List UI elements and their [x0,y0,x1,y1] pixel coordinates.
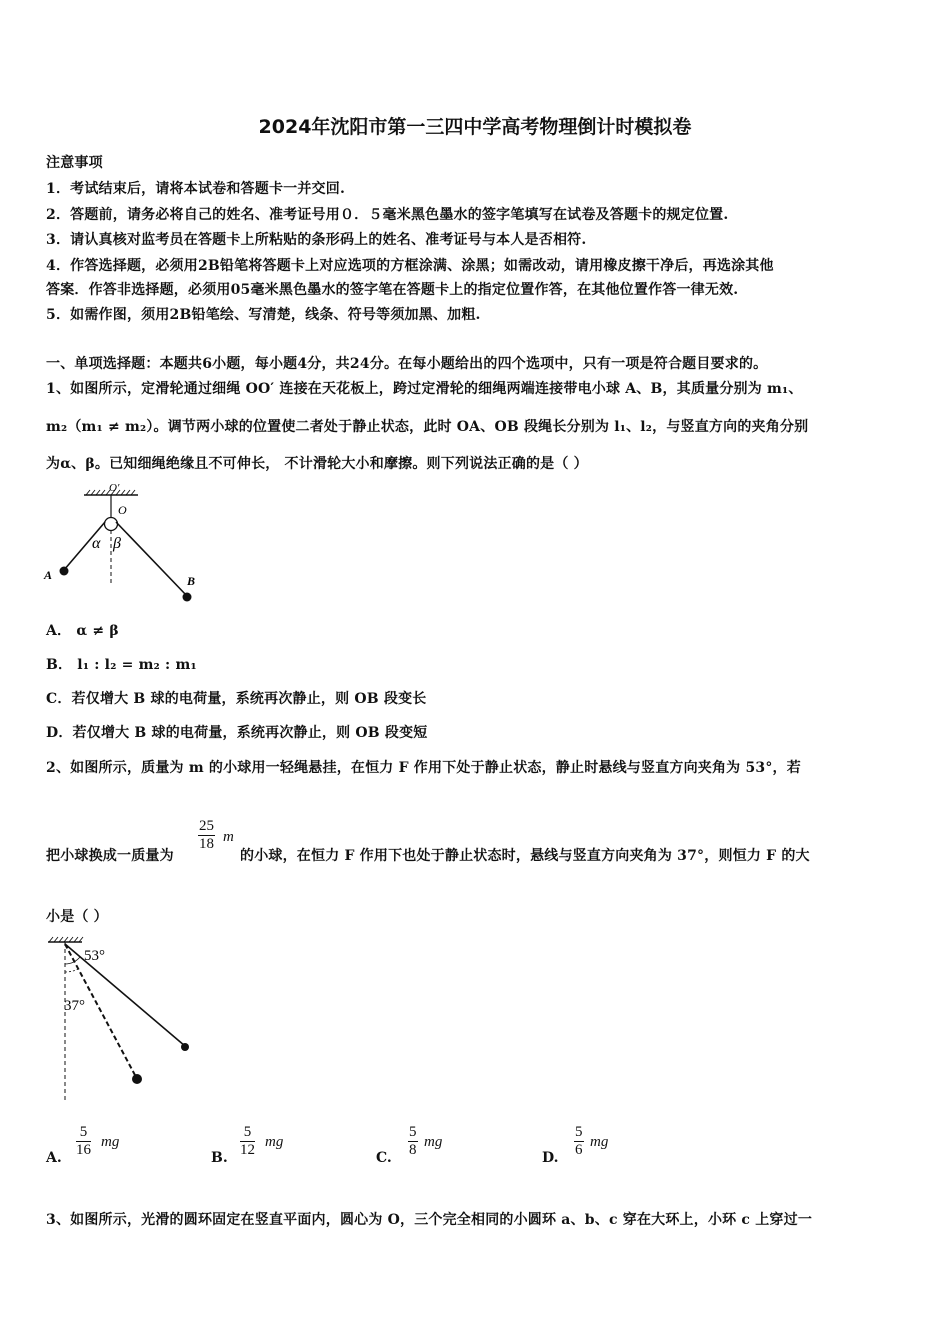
q2-option-c-num: 5 [409,1124,417,1140]
q1-option-c: C．若仅增大 B 球的电荷量，系统再次静止，则 OB 段变长 [46,691,427,707]
q2-option-b-den: 12 [240,1142,255,1158]
section-heading: 一、单项选择题：本题共6小题，每小题4分，共24分。在每小题给出的四个选项中，只有一项是符合题目要求的。 [46,356,768,372]
q2-fraction-variable: m [223,829,234,845]
q2-option-d-unit: mg [590,1134,609,1150]
q2-option-a-unit: mg [101,1134,120,1150]
q2-option-a-letter: A. [46,1150,62,1166]
q2-stem-line2-post: 的小球，在恒力 F 作用下也处于静止状态时，悬线与竖直方向夹角为 37°，则恒力 F 的大 [240,848,810,864]
ball-53 [181,1043,189,1051]
q2-option-c-fraction [408,1124,418,1159]
q1-option-b: B． l₁ : l₂ = m₂ : m₁ [46,657,197,673]
q2-pendulum-diagram [40,932,210,1107]
q2-option-d-den: 6 [575,1142,583,1158]
q2-option-d-fraction [574,1124,584,1159]
q2-fraction-denominator: 18 [199,836,214,852]
label-a: A [44,568,53,582]
ball-a [60,567,69,576]
notice-item: 3．请认真核对监考员在答题卡上所粘贴的条形码上的姓名、准考证号与本人是否相符. [46,232,587,248]
q3-stem-line1: 3、如图所示，光滑的圆环固定在竖直平面内，圆心为 O，三个完全相同的小圆环 a、b、c 穿在大环上，小环 c 上穿过一 [46,1212,813,1228]
q2-stem-line1: 2、如图所示，质量为 m 的小球用一轻绳悬挂，在恒力 F 作用下处于静止状态，静止时悬线与竖直方向夹角为 53°，若 [46,760,801,776]
q1-stem-line2: m₂（m₁ ≠ m₂）。调节两小球的位置使二者处于静止状态，此时 OA、OB 段绳长分别为 l₁、l₂，与竖直方向的夹角分别 [46,419,809,435]
q2-option-c-unit: mg [424,1134,443,1150]
q2-fraction [198,818,215,853]
q2-stem-line3: 小是（ ） [46,909,108,925]
q1-pulley-diagram [40,478,210,608]
label-alpha: α [92,535,101,552]
q2-fraction-numerator: 25 [199,818,214,834]
q2-stem-line2-pre: 把小球换成一质量为 [46,848,174,864]
q2-option-c-den: 8 [409,1142,417,1158]
label-37: 37° [64,998,85,1014]
notice-item: 答案．作答非选择题，必须用05毫米黑色墨水的签字笔在答题卡上的指定位置作答，在其他位置作答一律无效. [46,282,739,298]
ball-37 [132,1074,142,1084]
q1-option-d: D．若仅增大 B 球的电荷量，系统再次静止，则 OB 段变短 [46,725,428,741]
q1-stem-line1: 1、如图所示，定滑轮通过细绳 OO′ 连接在天花板上，跨过定滑轮的细绳两端连接带电小球 A、B，其质量分别为 m₁、 [46,381,803,397]
q2-option-b-letter: B. [211,1150,228,1166]
q2-option-b-fraction [240,1124,255,1159]
q2-option-c-letter: C. [376,1150,392,1166]
ball-b [183,593,192,602]
label-b: B [187,574,196,588]
label-53: 53° [84,948,105,964]
q2-option-b-unit: mg [265,1134,284,1150]
notice-item: 5．如需作图，须用2B铅笔绘、写清楚，线条、符号等须加黑、加粗. [46,307,481,323]
q2-option-d-letter: D. [542,1150,559,1166]
q2-option-b-num: 5 [240,1124,255,1142]
q2-option-a-num: 5 [76,1124,91,1142]
label-o-prime: O′ [109,482,120,494]
notice-item: 2．答题前，请务必将自己的姓名、准考证号用０．５毫米黑色墨水的签字笔填写在试卷及答题卡的规定位置. [46,207,729,223]
q1-stem-line3: 为α、β。已知细绳绝缘且不可伸长， 不计滑轮大小和摩擦。则下列说法正确的是（ ） [46,456,588,472]
q2-option-a-fraction [76,1124,91,1159]
label-beta: β [113,535,121,552]
notice-item: 4．作答选择题，必须用2B铅笔将答题卡上对应选项的方框涂满、涂黑；如需改动，请用橡皮擦干净后，再选涂其他 [46,258,774,274]
notice-item: 1．考试结束后，请将本试卷和答题卡一并交回. [46,181,346,197]
label-o: O [118,503,127,517]
page-title: 2024年沈阳市第一三四中学高考物理倒计时模拟卷 [258,116,692,138]
q2-option-a-den: 16 [76,1142,91,1158]
q1-option-a: A． α ≠ β [46,623,119,639]
notice-heading: 注意事项 [46,155,103,171]
q2-option-d-num: 5 [575,1124,583,1140]
